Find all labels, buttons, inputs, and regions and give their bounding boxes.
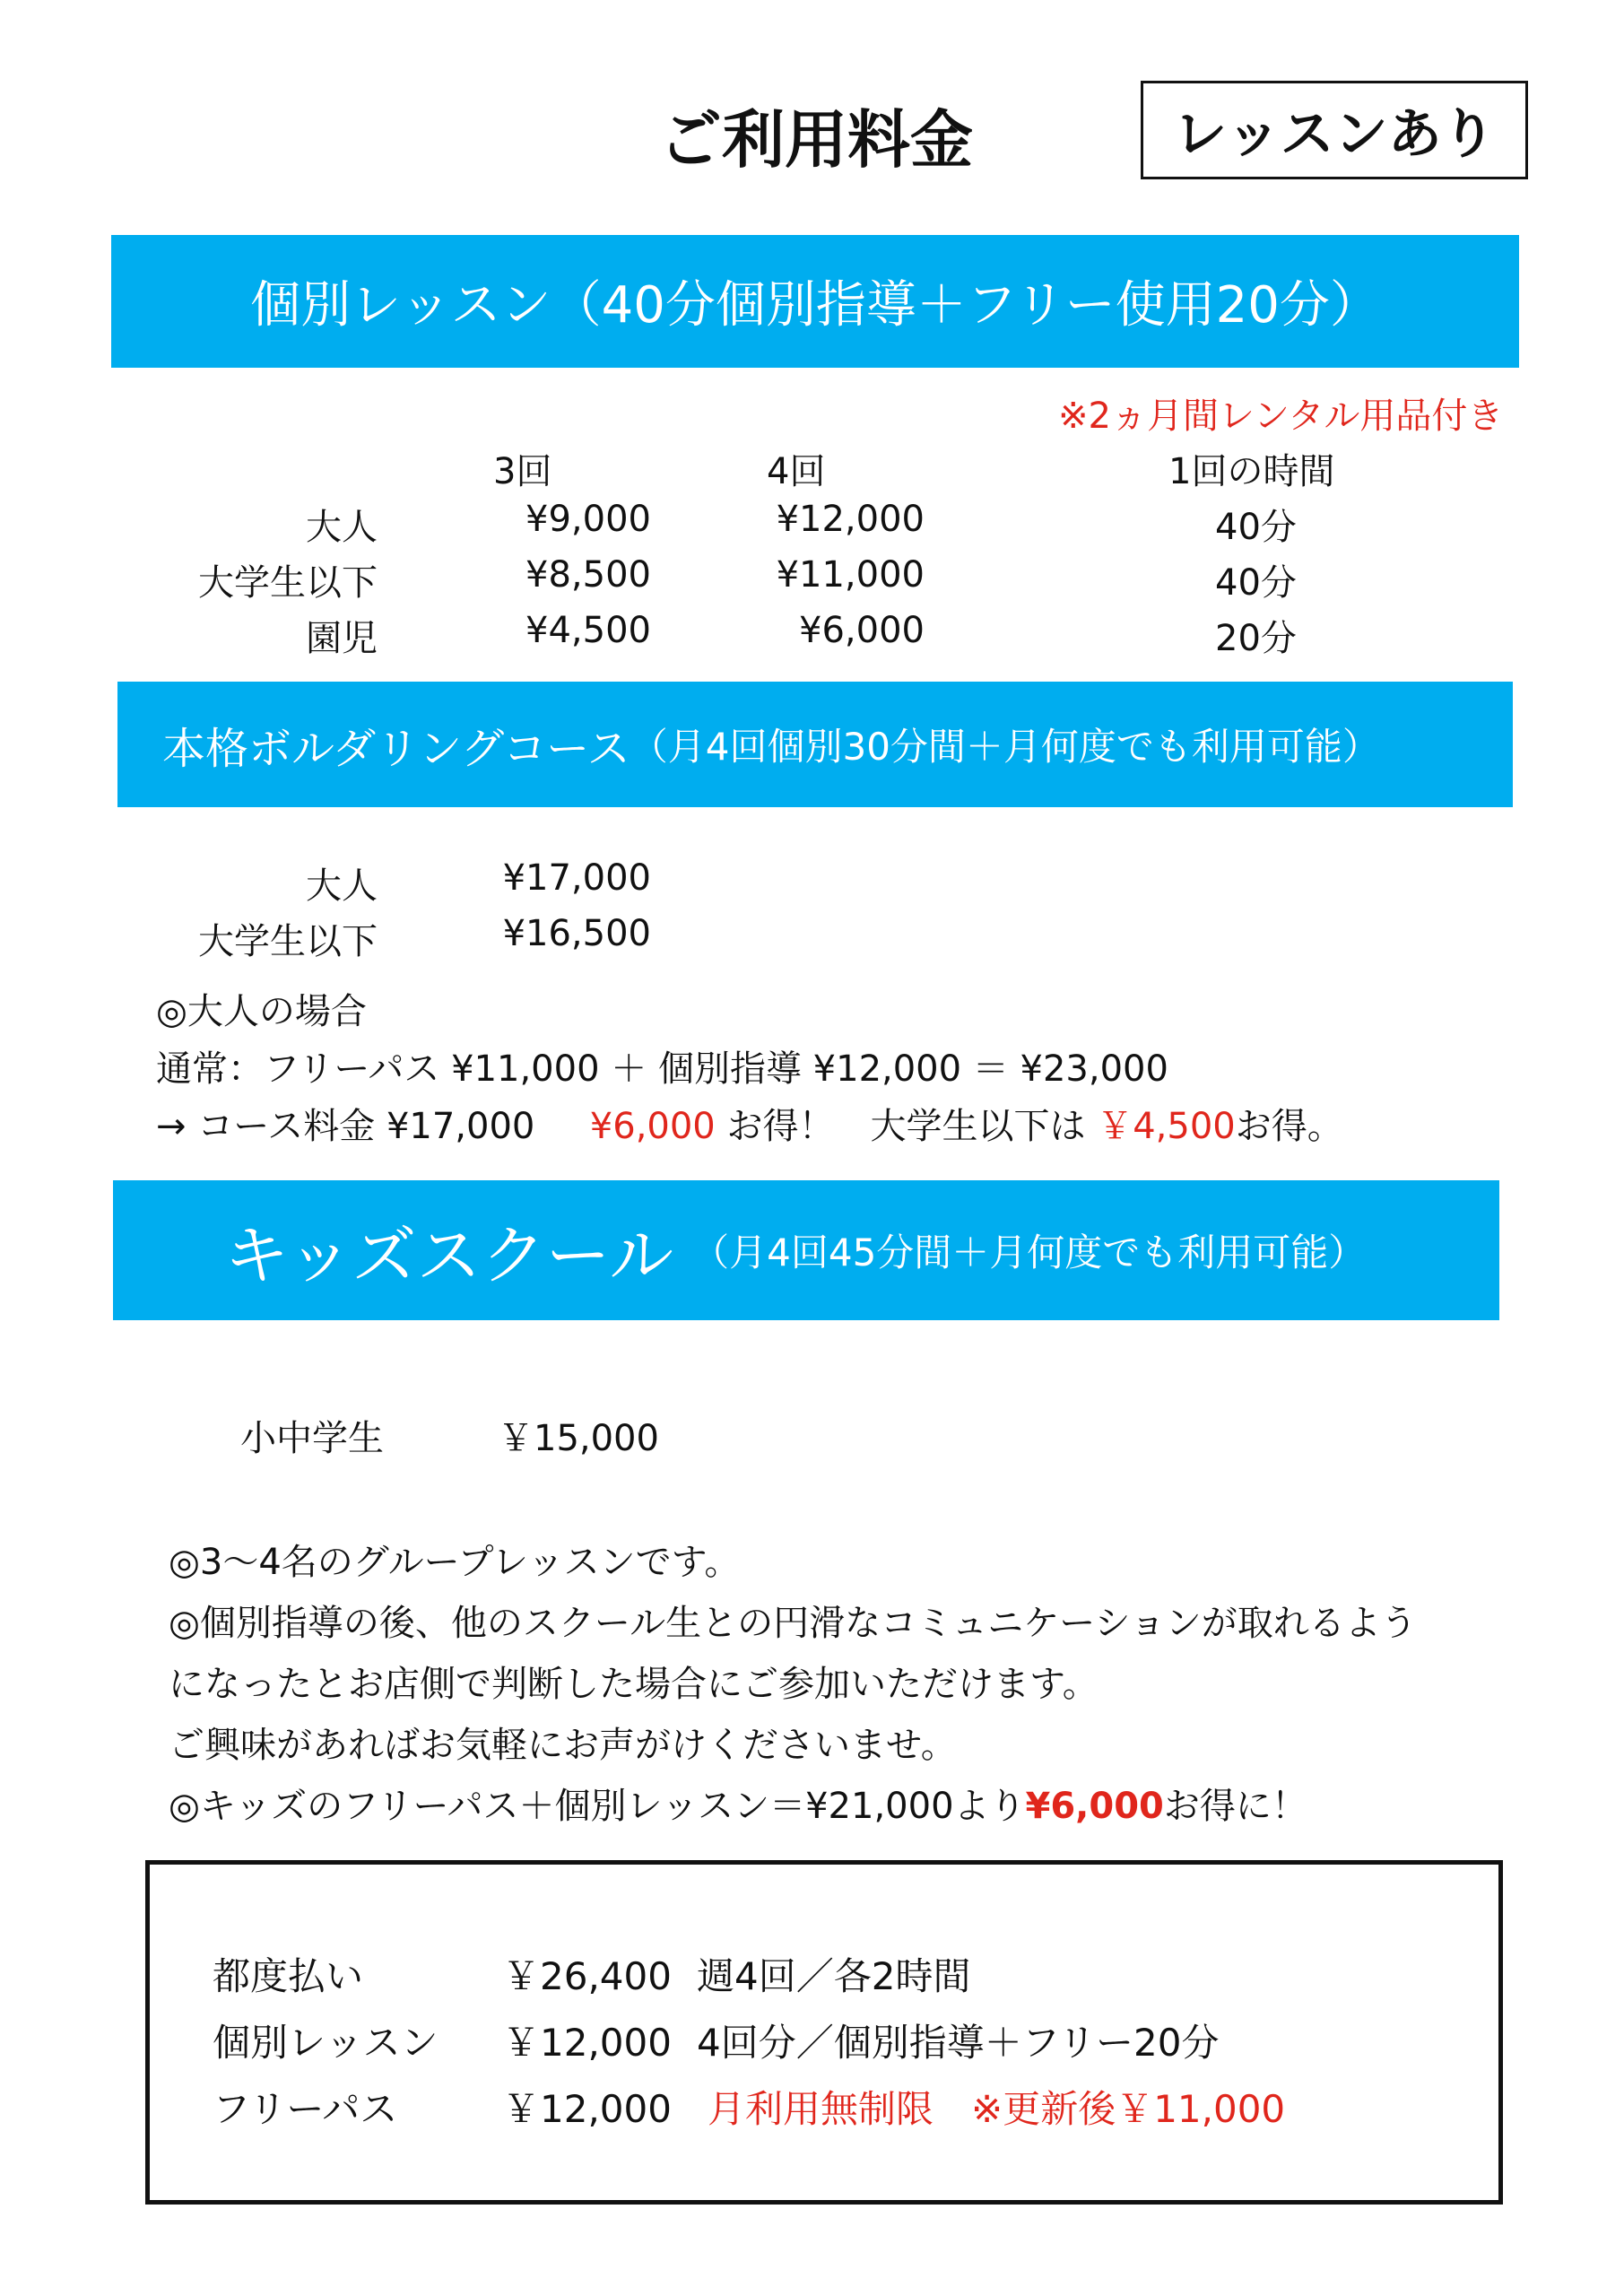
price-box — [145, 1860, 1503, 2205]
box-row-1-label: 都度払い — [213, 1954, 364, 1998]
kids-note-5 — [169, 1778, 1307, 1829]
kids-banner-main: キッズスクール — [224, 1218, 674, 1293]
course-adult-label: 大人 — [306, 865, 378, 907]
box-row-3-desc: 月利用無制限 ※更新後￥11,000 — [708, 2087, 1286, 2131]
row-kinder-4: ¥6,000 — [799, 610, 925, 651]
row-adult-4: ¥12,000 — [776, 499, 925, 540]
kids-note-3: になったとお店側で判断した場合にご参加いただけます。 — [169, 1664, 1099, 1705]
course-adult-price: ¥17,000 — [502, 857, 651, 899]
rental-note: ※2ヵ月間レンタル用品付き — [1058, 396, 1504, 437]
course-save: ¥6,000 — [589, 1106, 716, 1147]
course-case-title: ◎大人の場合 — [156, 991, 367, 1032]
box-row-1-desc: 週4回／各2時間 — [697, 1954, 971, 1998]
row-student-label: 大学生以下 — [198, 562, 378, 604]
box-row-1-price: ￥26,400 — [502, 1954, 672, 1998]
individual-lesson-banner-text: 個別レッスン（40分個別指導＋フリー使用20分） — [250, 276, 1380, 335]
course-banner-sub: （月4回個別30分間＋月何度でも利用可能） — [630, 725, 1380, 769]
row-student-time: 40分 — [1215, 562, 1297, 604]
col-header-4: 4回 — [767, 451, 826, 492]
row-student-4: ¥11,000 — [776, 554, 925, 596]
course-result — [156, 1098, 1343, 1149]
kids-last-b: お得に！ — [1163, 1786, 1307, 1827]
kids-last-a: ◎キッズのフリーパス＋個別レッスン＝¥21,000より — [169, 1786, 1026, 1827]
kids-note-4: ご興味があればお気軽にお声がけくださいませ。 — [169, 1725, 957, 1766]
col-header-3: 3回 — [493, 451, 552, 492]
row-kinder-time: 20分 — [1215, 618, 1297, 659]
course-result-a: → コース料金 ¥17,000 — [156, 1106, 535, 1147]
row-adult-3: ¥9,000 — [525, 499, 651, 540]
box-row-3-label: フリーパス — [213, 2087, 398, 2131]
col-header-time: 1回の時間 — [1168, 451, 1335, 492]
kids-save: ¥6,000 — [1025, 1786, 1164, 1827]
row-kinder-label: 園児 — [306, 618, 378, 659]
box-row-2-price: ￥12,000 — [502, 2021, 672, 2065]
kids-banner-sub: （月4回45分間＋月何度でも利用可能） — [691, 1231, 1367, 1274]
row-student-3: ¥8,500 — [525, 554, 651, 596]
kids-label: 小中学生 — [240, 1418, 384, 1459]
kids-note-2: ◎個別指導の後、他のスクール生との円滑なコミュニケーションが取れるよう — [169, 1603, 1417, 1644]
course-result-b: お得！ 大学生以下は — [726, 1106, 1086, 1147]
course-result-c: お得。 — [1235, 1106, 1343, 1147]
kids-price: ￥15,000 — [498, 1418, 659, 1459]
box-row-2-label: 個別レッスン — [213, 2021, 439, 2065]
lesson-badge: レッスンあり — [1141, 81, 1528, 179]
course-banner-main: 本格ボルダリングコース — [162, 723, 630, 774]
row-adult-time: 40分 — [1215, 507, 1297, 548]
course-banner — [117, 682, 1513, 807]
course-student-label: 大学生以下 — [198, 921, 378, 962]
course-save-student: ￥4,500 — [1097, 1106, 1236, 1147]
course-student-price: ¥16,500 — [502, 913, 651, 954]
box-row-3-price: ￥12,000 — [502, 2087, 672, 2131]
kids-note-1: ◎3～4名のグループレッスンです。 — [169, 1542, 741, 1583]
page-title: ご利用料金 — [659, 103, 973, 177]
box-row-2-desc: 4回分／個別指導＋フリー20分 — [697, 2021, 1220, 2065]
row-kinder-3: ¥4,500 — [525, 610, 651, 651]
kids-banner — [113, 1180, 1499, 1320]
course-calc: 通常：フリーパス ¥11,000 ＋ 個別指導 ¥12,000 ＝ ¥23,000 — [156, 1048, 1168, 1090]
row-adult-label: 大人 — [306, 507, 378, 548]
individual-lesson-banner — [111, 235, 1519, 368]
